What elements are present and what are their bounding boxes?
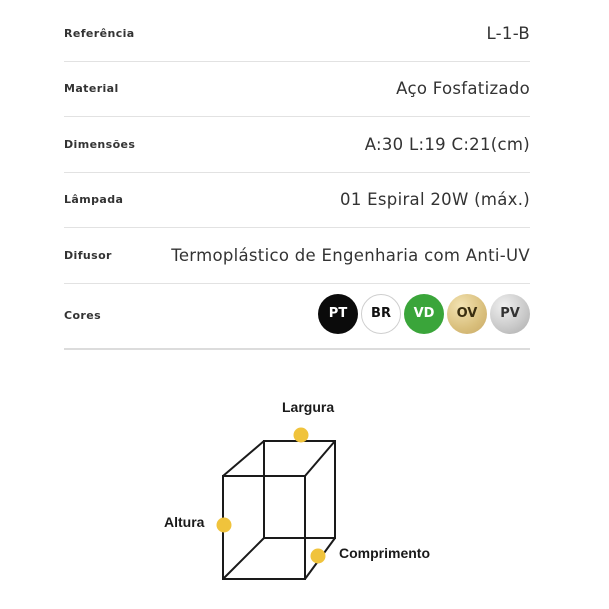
spec-label: Lâmpada [64, 193, 124, 207]
color-swatch-vd[interactable]: VD [404, 294, 444, 334]
spec-value: A:30 L:19 C:21(cm) [364, 134, 530, 154]
spec-value: L-1-B [486, 23, 530, 43]
length-label: Comprimento [339, 545, 430, 561]
height-marker [217, 518, 232, 533]
spec-row-dimensoes [64, 117, 530, 173]
spec-row-material [64, 62, 530, 118]
box-back-face [264, 441, 335, 538]
spec-table [64, 6, 530, 350]
box-edge [223, 441, 264, 476]
color-swatch-br[interactable]: BR [361, 294, 401, 334]
width-label: Largura [282, 399, 335, 415]
spec-label: Referência [64, 26, 135, 40]
color-swatch-pv[interactable]: PV [490, 294, 530, 334]
dimensions-diagram [0, 380, 609, 609]
spec-label: Dimensões [64, 137, 136, 151]
colors-label: Cores [64, 309, 102, 322]
box-edge [223, 538, 264, 579]
spec-value: 01 Espiral 20W (máx.) [340, 190, 530, 210]
spec-value: Termoplástico de Engenharia com Anti-UV [171, 245, 530, 265]
spec-row-referencia [64, 6, 530, 62]
spec-value: Aço Fosfatizado [396, 79, 530, 99]
length-marker [311, 549, 326, 564]
width-marker [294, 428, 309, 443]
box-edge [305, 441, 335, 476]
spec-label: Difusor [64, 248, 112, 262]
spec-row-cores [64, 284, 530, 350]
color-swatches [318, 294, 530, 334]
spec-label: Material [64, 82, 119, 96]
color-swatch-pt[interactable]: PT [318, 294, 358, 334]
color-swatch-ov[interactable]: OV [447, 294, 487, 334]
height-label: Altura [164, 514, 205, 530]
spec-row-difusor [64, 228, 530, 284]
spec-row-lampada [64, 173, 530, 229]
